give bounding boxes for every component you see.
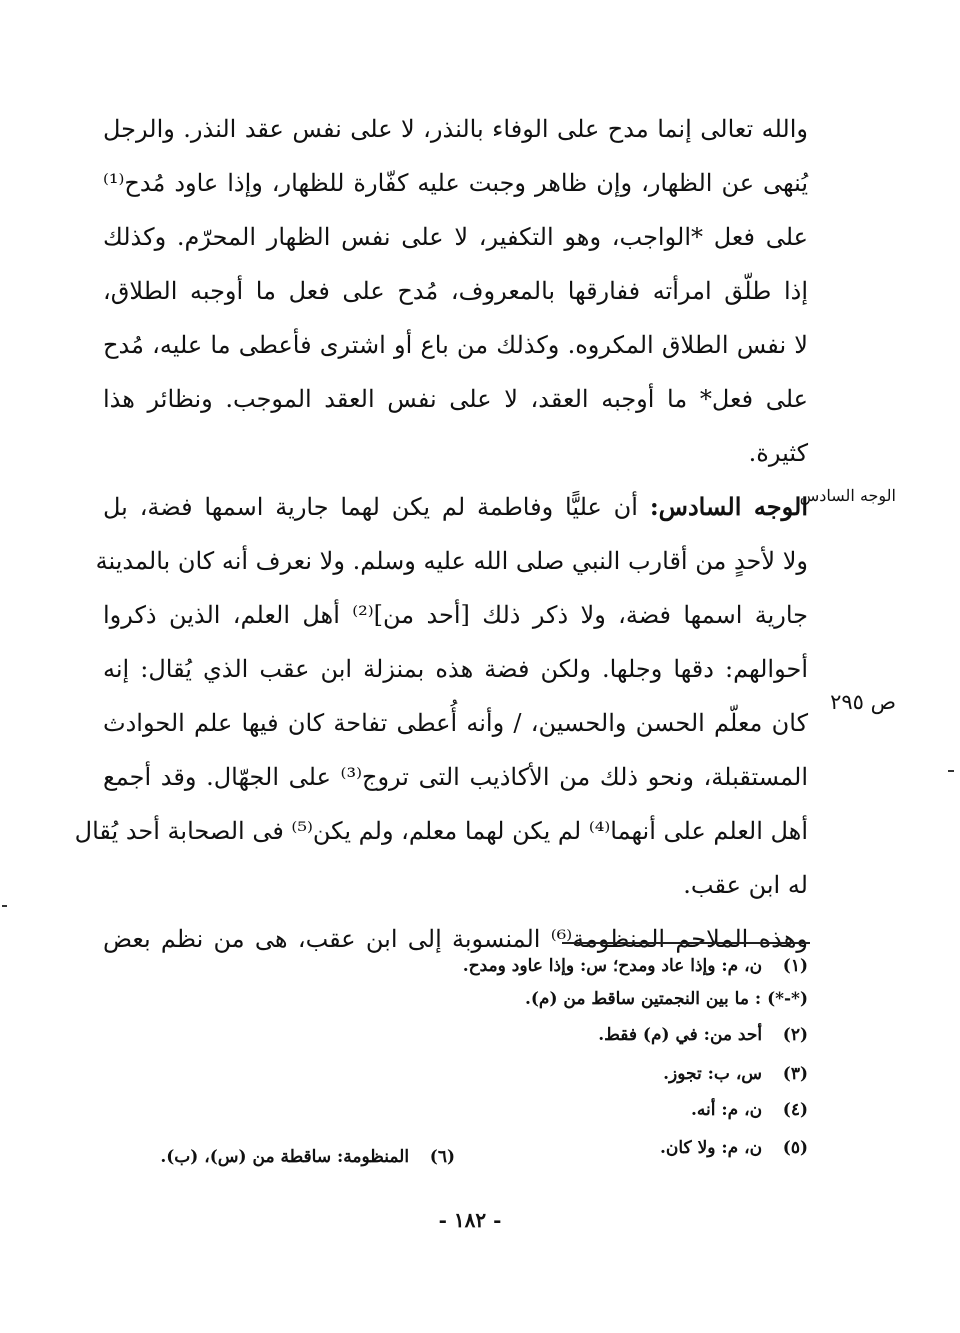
- footnote: [160, 1144, 455, 1170]
- footnote: [663, 1061, 808, 1087]
- footnote-number: (*-*): [767, 989, 808, 1009]
- footnote: [598, 1022, 808, 1048]
- footnote: [691, 1097, 808, 1123]
- body-line: والله تعالى إنما مدح على الوفاء بالنذر، لا على نفس عقد النذر. والرجل: [103, 115, 808, 143]
- footnote-text: ن، م: ولا كان.: [659, 1138, 763, 1158]
- body-line: كثيرة.: [748, 439, 808, 467]
- body-line: يُنهى عن الظهار، وإن ظاهر وجبت عليه كفّارة للظهار، وإذا عاود مُدح⁽¹⁾: [103, 169, 808, 197]
- footnote-number: (١): [782, 956, 808, 976]
- section-line: أهل العلم على أنهما⁽⁴⁾ لم يكن لهما معلم، ولم يكن⁽⁵⁾ فى الصحابة أحد يُقال: [74, 817, 808, 845]
- section-line: أحوالهم: دقها وجلها. ولكن فضة هذه بمنزلة ابن عقب الذي يُقال: إنه: [103, 655, 808, 683]
- scan-speck: [948, 770, 954, 772]
- footnote-number: (٥): [782, 1138, 808, 1158]
- margin-page-ref: ص ٢٩٥: [830, 690, 896, 714]
- footnote-text: المنظومة: ساقطة من (س)، (ب).: [160, 1147, 410, 1167]
- body-line: على فعل* ما أوجبه العقد، لا على نفس العقد الموجب. ونظائر هذا: [103, 385, 808, 413]
- body-line: وهذه الملاحم المنظومة⁽⁶⁾ المنسوبة إلى ابن عقب، هى من نظم بعض: [103, 925, 808, 953]
- footnote-text: ن، م: وإذا عاد ومدح؛ س: وإذا عاود ومدح.: [462, 956, 763, 976]
- section-line: المستقبلة، ونحو ذلك من الأكاذيب التى تروج⁽³⁾ على الجهّال. وقد أجمع: [103, 763, 808, 791]
- section-line: ولا لأحدٍ من أقارب النبي صلى الله عليه وسلم. ولا نعرف أنه كان بالمدينة: [95, 547, 808, 575]
- footnote-divider: [562, 942, 810, 944]
- margin-section-label: الوجه السادس: [799, 486, 896, 505]
- section-heading: الوجه السادس:: [649, 492, 809, 521]
- footnote-text: س، ب: تجوز.: [663, 1064, 763, 1084]
- section-text: أن عليًّا وفاطمة لم يكن لهما جارية اسمها فضة، بل: [103, 493, 638, 521]
- footnote-number: (٤): [782, 1100, 808, 1120]
- section-line: جارية اسمها فضة، ولا ذكر ذلك [أحد من]⁽²⁾ أهل العلم، الذين ذكروا: [103, 601, 808, 629]
- body-line: لا نفس الطلاق المكروه. وكذلك من باع أو اشترى فأعطى ما عليه، مُدح: [103, 331, 808, 359]
- footnote-number: (٦): [429, 1147, 455, 1167]
- section-line: [103, 490, 808, 524]
- body-line: على فعل *الواجب، وهو التكفير، لا على نفس الظهار المحرّم. وكذلك: [103, 223, 808, 251]
- footnote: [525, 986, 808, 1012]
- footnote: [660, 1135, 808, 1161]
- page-number: - ١٨٢ -: [438, 1208, 502, 1232]
- footnote-number: (٢): [782, 1025, 808, 1045]
- section-line: له ابن عقب.: [683, 871, 808, 899]
- body-line: إذا طلّق امرأته ففارقها بالمعروف، مُدح على فعل ما أوجبه الطلاق،: [103, 277, 808, 305]
- footnote-text: ن، م: أنه.: [690, 1100, 763, 1120]
- footnote-text: : ما بين النجمتين ساقط من (م).: [524, 989, 762, 1009]
- footnote-text: أحد من: في (م) فقط.: [598, 1025, 763, 1045]
- section-line: كان معلّم الحسن والحسين، / وأنه أُعطى تفاحة كان فيها علم الحوادث: [103, 709, 808, 737]
- scan-speck: [2, 905, 7, 907]
- footnote: [463, 953, 808, 979]
- footnote-number: (٣): [782, 1064, 808, 1084]
